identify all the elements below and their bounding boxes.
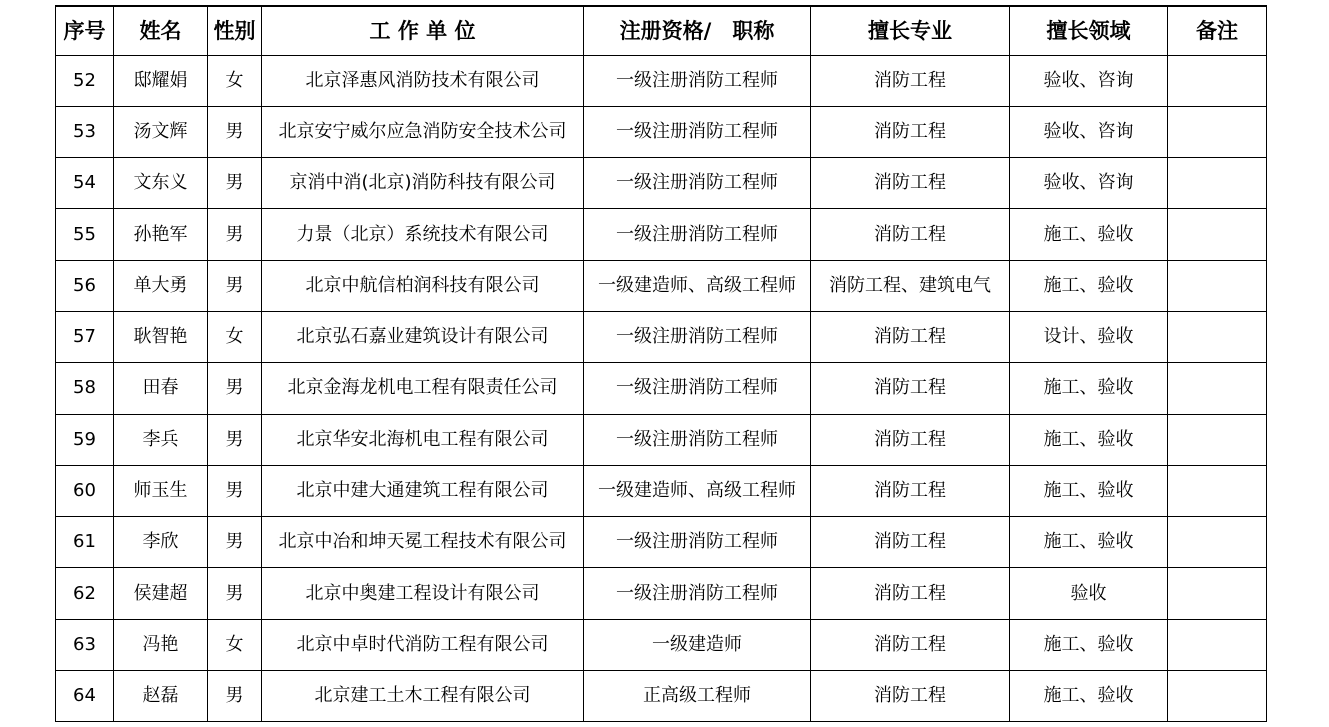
cell-field: 设计、验收 bbox=[1010, 311, 1168, 362]
cell-field: 施工、验收 bbox=[1010, 260, 1168, 311]
cell-name: 田春 bbox=[114, 363, 208, 414]
cell-name: 耿智艳 bbox=[114, 311, 208, 362]
cell-major: 消防工程 bbox=[811, 465, 1010, 516]
header-field: 擅长领域 bbox=[1010, 6, 1168, 55]
cell-gender: 男 bbox=[208, 568, 262, 619]
cell-major: 消防工程 bbox=[811, 671, 1010, 722]
cell-field: 施工、验收 bbox=[1010, 465, 1168, 516]
cell-unit: 力景（北京）系统技术有限公司 bbox=[262, 209, 584, 260]
table-row bbox=[56, 106, 1267, 157]
cell-no: 52 bbox=[56, 55, 114, 106]
cell-name: 李兵 bbox=[114, 414, 208, 465]
cell-name: 李欣 bbox=[114, 517, 208, 568]
cell-unit: 北京泽惠风消防技术有限公司 bbox=[262, 55, 584, 106]
cell-major: 消防工程 bbox=[811, 311, 1010, 362]
cell-unit: 北京中航信柏润科技有限公司 bbox=[262, 260, 584, 311]
cell-remark bbox=[1168, 311, 1267, 362]
cell-remark bbox=[1168, 209, 1267, 260]
table-row bbox=[56, 311, 1267, 362]
cell-remark bbox=[1168, 517, 1267, 568]
cell-title: 一级注册消防工程师 bbox=[584, 209, 811, 260]
cell-name: 赵磊 bbox=[114, 671, 208, 722]
cell-no: 58 bbox=[56, 363, 114, 414]
cell-field: 验收 bbox=[1010, 568, 1168, 619]
cell-title: 一级注册消防工程师 bbox=[584, 363, 811, 414]
cell-title: 一级建造师、高级工程师 bbox=[584, 465, 811, 516]
cell-major: 消防工程 bbox=[811, 209, 1010, 260]
cell-field: 验收、咨询 bbox=[1010, 106, 1168, 157]
cell-title: 一级注册消防工程师 bbox=[584, 568, 811, 619]
cell-major: 消防工程 bbox=[811, 55, 1010, 106]
cell-remark bbox=[1168, 158, 1267, 209]
table-row bbox=[56, 619, 1267, 670]
cell-gender: 男 bbox=[208, 260, 262, 311]
cell-no: 55 bbox=[56, 209, 114, 260]
cell-remark bbox=[1168, 260, 1267, 311]
table-row bbox=[56, 465, 1267, 516]
cell-remark bbox=[1168, 414, 1267, 465]
table-header bbox=[56, 6, 1267, 55]
cell-unit: 北京中奥建工程设计有限公司 bbox=[262, 568, 584, 619]
cell-unit: 北京中冶和坤天冕工程技术有限公司 bbox=[262, 517, 584, 568]
table-row bbox=[56, 260, 1267, 311]
cell-no: 61 bbox=[56, 517, 114, 568]
cell-no: 63 bbox=[56, 619, 114, 670]
cell-name: 冯艳 bbox=[114, 619, 208, 670]
header-remark: 备注 bbox=[1168, 6, 1267, 55]
cell-gender: 女 bbox=[208, 55, 262, 106]
cell-major: 消防工程、建筑电气 bbox=[811, 260, 1010, 311]
cell-gender: 男 bbox=[208, 465, 262, 516]
header-title: 注册资格/ 职称 bbox=[584, 6, 811, 55]
cell-remark bbox=[1168, 55, 1267, 106]
cell-no: 64 bbox=[56, 671, 114, 722]
cell-name: 师玉生 bbox=[114, 465, 208, 516]
cell-remark bbox=[1168, 363, 1267, 414]
cell-title: 一级注册消防工程师 bbox=[584, 158, 811, 209]
cell-no: 56 bbox=[56, 260, 114, 311]
cell-field: 验收、咨询 bbox=[1010, 158, 1168, 209]
header-no: 序号 bbox=[56, 6, 114, 55]
expert-list-table bbox=[55, 5, 1267, 722]
cell-field: 施工、验收 bbox=[1010, 209, 1168, 260]
cell-title: 正高级工程师 bbox=[584, 671, 811, 722]
cell-no: 57 bbox=[56, 311, 114, 362]
cell-no: 62 bbox=[56, 568, 114, 619]
cell-major: 消防工程 bbox=[811, 363, 1010, 414]
table-row bbox=[56, 158, 1267, 209]
cell-gender: 男 bbox=[208, 363, 262, 414]
table-body bbox=[56, 55, 1267, 722]
cell-unit: 北京中建大通建筑工程有限公司 bbox=[262, 465, 584, 516]
cell-name: 汤文辉 bbox=[114, 106, 208, 157]
header-name: 姓名 bbox=[114, 6, 208, 55]
cell-no: 59 bbox=[56, 414, 114, 465]
cell-title: 一级注册消防工程师 bbox=[584, 311, 811, 362]
cell-name: 单大勇 bbox=[114, 260, 208, 311]
table-row bbox=[56, 55, 1267, 106]
cell-field: 验收、咨询 bbox=[1010, 55, 1168, 106]
cell-gender: 女 bbox=[208, 619, 262, 670]
cell-field: 施工、验收 bbox=[1010, 363, 1168, 414]
table-row bbox=[56, 568, 1267, 619]
header-unit: 工 作 单 位 bbox=[262, 6, 584, 55]
cell-gender: 男 bbox=[208, 158, 262, 209]
cell-no: 60 bbox=[56, 465, 114, 516]
cell-remark bbox=[1168, 465, 1267, 516]
cell-title: 一级注册消防工程师 bbox=[584, 106, 811, 157]
cell-remark bbox=[1168, 106, 1267, 157]
cell-unit: 北京安宁威尔应急消防安全技术公司 bbox=[262, 106, 584, 157]
cell-major: 消防工程 bbox=[811, 568, 1010, 619]
header-row bbox=[56, 6, 1267, 55]
cell-title: 一级注册消防工程师 bbox=[584, 517, 811, 568]
cell-gender: 男 bbox=[208, 209, 262, 260]
cell-major: 消防工程 bbox=[811, 517, 1010, 568]
header-major: 擅长专业 bbox=[811, 6, 1010, 55]
cell-major: 消防工程 bbox=[811, 414, 1010, 465]
table-row bbox=[56, 209, 1267, 260]
cell-title: 一级建造师、高级工程师 bbox=[584, 260, 811, 311]
table-row bbox=[56, 363, 1267, 414]
cell-title: 一级注册消防工程师 bbox=[584, 414, 811, 465]
cell-unit: 北京华安北海机电工程有限公司 bbox=[262, 414, 584, 465]
cell-major: 消防工程 bbox=[811, 106, 1010, 157]
cell-gender: 男 bbox=[208, 106, 262, 157]
cell-unit: 北京弘石嘉业建筑设计有限公司 bbox=[262, 311, 584, 362]
cell-title: 一级建造师 bbox=[584, 619, 811, 670]
cell-field: 施工、验收 bbox=[1010, 671, 1168, 722]
cell-remark bbox=[1168, 619, 1267, 670]
cell-name: 邸耀娟 bbox=[114, 55, 208, 106]
cell-field: 施工、验收 bbox=[1010, 619, 1168, 670]
cell-name: 侯建超 bbox=[114, 568, 208, 619]
table-row bbox=[56, 671, 1267, 722]
cell-title: 一级注册消防工程师 bbox=[584, 55, 811, 106]
cell-name: 孙艳军 bbox=[114, 209, 208, 260]
cell-unit: 京消中消(北京)消防科技有限公司 bbox=[262, 158, 584, 209]
cell-gender: 男 bbox=[208, 414, 262, 465]
cell-unit: 北京中卓时代消防工程有限公司 bbox=[262, 619, 584, 670]
cell-gender: 女 bbox=[208, 311, 262, 362]
cell-remark bbox=[1168, 671, 1267, 722]
cell-name: 文东义 bbox=[114, 158, 208, 209]
table-row bbox=[56, 414, 1267, 465]
cell-unit: 北京金海龙机电工程有限责任公司 bbox=[262, 363, 584, 414]
cell-major: 消防工程 bbox=[811, 158, 1010, 209]
table-row bbox=[56, 517, 1267, 568]
cell-remark bbox=[1168, 568, 1267, 619]
header-gender: 性别 bbox=[208, 6, 262, 55]
cell-major: 消防工程 bbox=[811, 619, 1010, 670]
cell-unit: 北京建工土木工程有限公司 bbox=[262, 671, 584, 722]
cell-no: 54 bbox=[56, 158, 114, 209]
cell-gender: 男 bbox=[208, 671, 262, 722]
cell-field: 施工、验收 bbox=[1010, 414, 1168, 465]
cell-gender: 男 bbox=[208, 517, 262, 568]
cell-field: 施工、验收 bbox=[1010, 517, 1168, 568]
cell-no: 53 bbox=[56, 106, 114, 157]
